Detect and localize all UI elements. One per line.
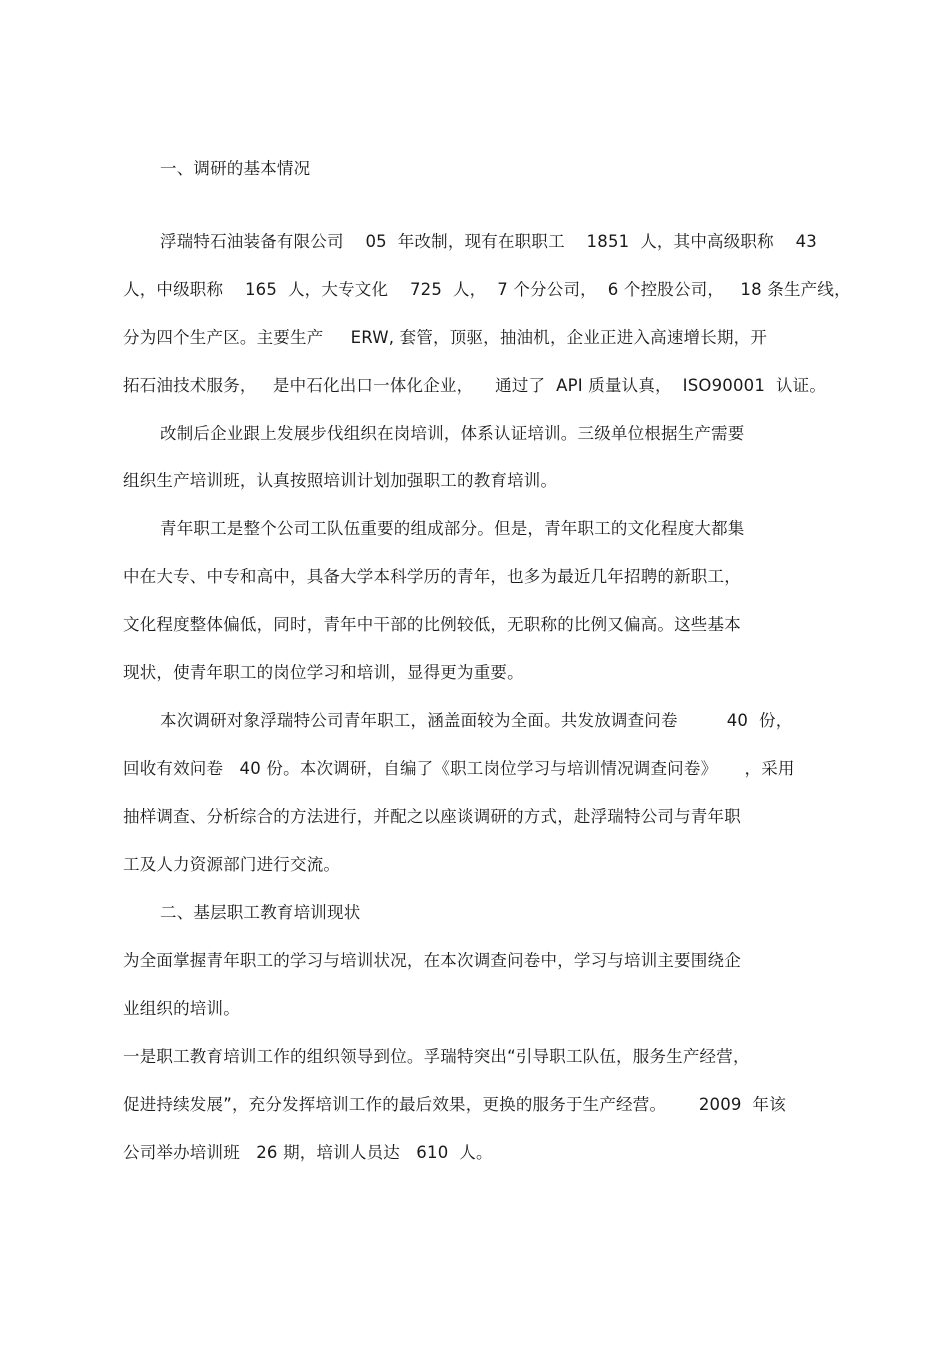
paragraph-1-line-4: 拓石油技术服务， 是中石化出口一体化企业， 通过了 API 质量认真， ISO90001 认证。 xyxy=(123,376,827,395)
paragraph-1-line-3: 分为四个生产区。主要生产 ERW, 套管，顶驱，抽油机，企业正进入高速增长期，开 xyxy=(123,328,768,347)
paragraph-3-line-2: 中在大专、中专和高中，具备大学本科学历的青年，也多为最近几年招聘的新职工， xyxy=(123,567,741,586)
paragraph-6-line-1: 一是职工教育培训工作的组织领导到位。孚瑞特突出“引导职工队伍，服务生产经营， xyxy=(123,1047,750,1066)
section-heading-2: 二、基层职工教育培训现状 xyxy=(160,903,361,922)
paragraph-6-line-2: 促进持续发展”，充分发挥培训工作的最后效果，更换的服务于生产经营。 2009 年该 xyxy=(123,1095,786,1114)
paragraph-1-line-2: 人，中级职称 165 人，大专文化 725 人， 7 个分公司， 6 个控股公司， 18 条生产线， xyxy=(123,280,851,299)
paragraph-4-line-4: 工及人力资源部门进行交流。 xyxy=(123,855,341,874)
section-heading-1: 一、调研的基本情况 xyxy=(160,159,311,178)
paragraph-4-line-2: 回收有效问卷 40 份。本次调研，自编了《职工岗位学习与培训情况调查问卷》 ，采用 xyxy=(123,759,795,778)
paragraph-1-line-1: 浮瑞特石油装备有限公司 05 年改制，现有在职职工 1851 人，其中高级职称 43 xyxy=(160,232,818,251)
paragraph-5-line-1: 为全面掌握青年职工的学习与培训状况，在本次调查问卷中，学习与培训主要围绕企 xyxy=(123,951,741,970)
paragraph-2-line-1: 改制后企业跟上发展步伐组织在岗培训，体系认证培训。三级单位根据生产需要 xyxy=(160,424,745,443)
paragraph-3-line-1: 青年职工是整个公司工队伍重要的组成部分。但是，青年职工的文化程度大都集 xyxy=(160,519,745,538)
paragraph-3-line-4: 现状，使青年职工的岗位学习和培训，显得更为重要。 xyxy=(123,663,524,682)
paragraph-5-line-2: 业组织的培训。 xyxy=(123,999,240,1018)
paragraph-6-line-3: 公司举办培训班 26 期，培训人员达 610 人。 xyxy=(123,1143,493,1162)
paragraph-4-line-1: 本次调研对象浮瑞特公司青年职工，涵盖面较为全面。共发放调查问卷 40 份， xyxy=(160,711,793,730)
paragraph-2-line-2: 组织生产培训班，认真按照培训计划加强职工的教育培训。 xyxy=(123,471,558,490)
paragraph-3-line-3: 文化程度整体偏低，同时，青年中干部的比例较低，无职称的比例又偏高。这些基本 xyxy=(123,615,741,634)
paragraph-4-line-3: 抽样调查、分析综合的方法进行，并配之以座谈调研的方式，赴浮瑞特公司与青年职 xyxy=(123,807,741,826)
